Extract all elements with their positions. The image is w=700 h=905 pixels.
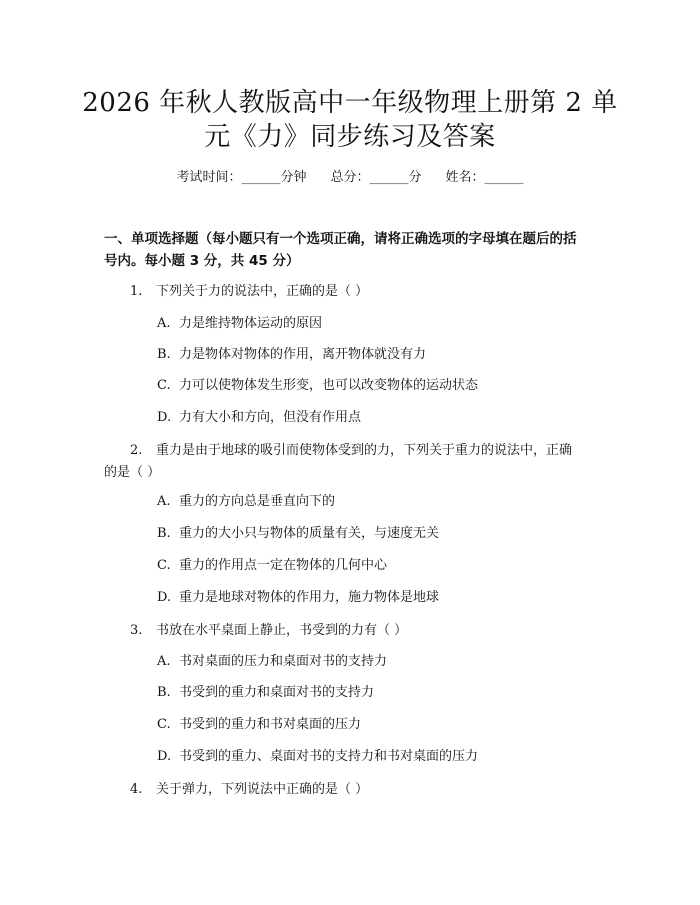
option-text: 力有大小和方向，但没有作用点	[179, 410, 362, 425]
question-text-line-1: 重力是由于地球的吸引而使物体受到的力，下列关于重力的说法中，正确	[156, 443, 573, 458]
question-2	[104, 440, 604, 484]
section-heading-line-2: 号内。每小题 3 分，共 45 分）	[104, 253, 300, 269]
document-title-line-2: 元《力》同步练习及答案	[204, 122, 496, 152]
question-1	[104, 281, 604, 303]
option-letter: A.	[157, 654, 171, 669]
option-letter: B.	[157, 526, 171, 541]
question-4	[104, 779, 604, 801]
option-2-c	[157, 557, 387, 575]
question-number: 1.	[130, 284, 143, 299]
question-number: 2.	[130, 443, 143, 458]
option-3-d	[157, 748, 478, 766]
option-3-a	[157, 653, 387, 671]
section-heading	[104, 228, 604, 272]
option-text: 重力是地球对物体的作用力，施力物体是地球	[179, 590, 440, 605]
option-2-a	[157, 493, 335, 511]
option-text: 书受到的重力和桌面对书的支持力	[179, 685, 375, 700]
section-heading-line-1: 一、单项选择题（每小题只有一个选项正确，请将正确选项的字母填在题后的括	[104, 231, 577, 247]
question-number: 3.	[130, 623, 143, 638]
option-letter: D.	[157, 749, 172, 764]
option-text: 力可以使物体发生形变，也可以改变物体的运动状态	[179, 378, 479, 393]
option-1-d	[157, 409, 361, 427]
option-text: 力是物体对物体的作用，离开物体就没有力	[179, 347, 427, 362]
exam-info-row	[0, 169, 700, 187]
option-letter: A.	[157, 316, 171, 331]
question-text: 书放在水平桌面上静止，书受到的力有（ ）	[156, 623, 408, 638]
question-3	[104, 620, 604, 642]
question-text: 关于弹力，下列说法中正确的是（ ）	[156, 782, 369, 797]
total-score-label: 总分：______分	[330, 170, 422, 185]
option-letter: A.	[157, 494, 171, 509]
option-letter: D.	[157, 590, 172, 605]
document-title-line-1: 2026 年秋人教版高中一年级物理上册第 2 单	[82, 88, 618, 118]
question-text-line-2: 的是（ ）	[104, 465, 161, 480]
option-2-d	[157, 589, 439, 607]
option-text: 力是维持物体运动的原因	[179, 316, 323, 331]
question-text: 下列关于力的说法中，正确的是（ ）	[156, 284, 369, 299]
option-3-c	[157, 716, 361, 734]
option-letter: C.	[157, 717, 171, 732]
question-number: 4.	[130, 782, 143, 797]
option-1-c	[157, 377, 478, 395]
option-letter: C.	[157, 378, 171, 393]
option-text: 书受到的重力和书对桌面的压力	[179, 717, 362, 732]
option-2-b	[157, 525, 439, 543]
option-letter: B.	[157, 685, 171, 700]
option-letter: D.	[157, 410, 172, 425]
option-letter: C.	[157, 558, 171, 573]
exam-time-label: 考试时间：______分钟	[176, 170, 307, 185]
option-text: 书对桌面的压力和桌面对书的支持力	[179, 654, 388, 669]
option-1-b	[157, 346, 426, 364]
name-label: 姓名：______	[445, 170, 524, 185]
option-text: 重力的方向总是垂直向下的	[179, 494, 336, 509]
option-text: 重力的作用点一定在物体的几何中心	[179, 558, 388, 573]
option-text: 书受到的重力、桌面对书的支持力和书对桌面的压力	[179, 749, 479, 764]
option-letter: B.	[157, 347, 171, 362]
option-text: 重力的大小只与物体的质量有关，与速度无关	[179, 526, 440, 541]
option-3-b	[157, 684, 374, 702]
option-1-a	[157, 315, 322, 333]
